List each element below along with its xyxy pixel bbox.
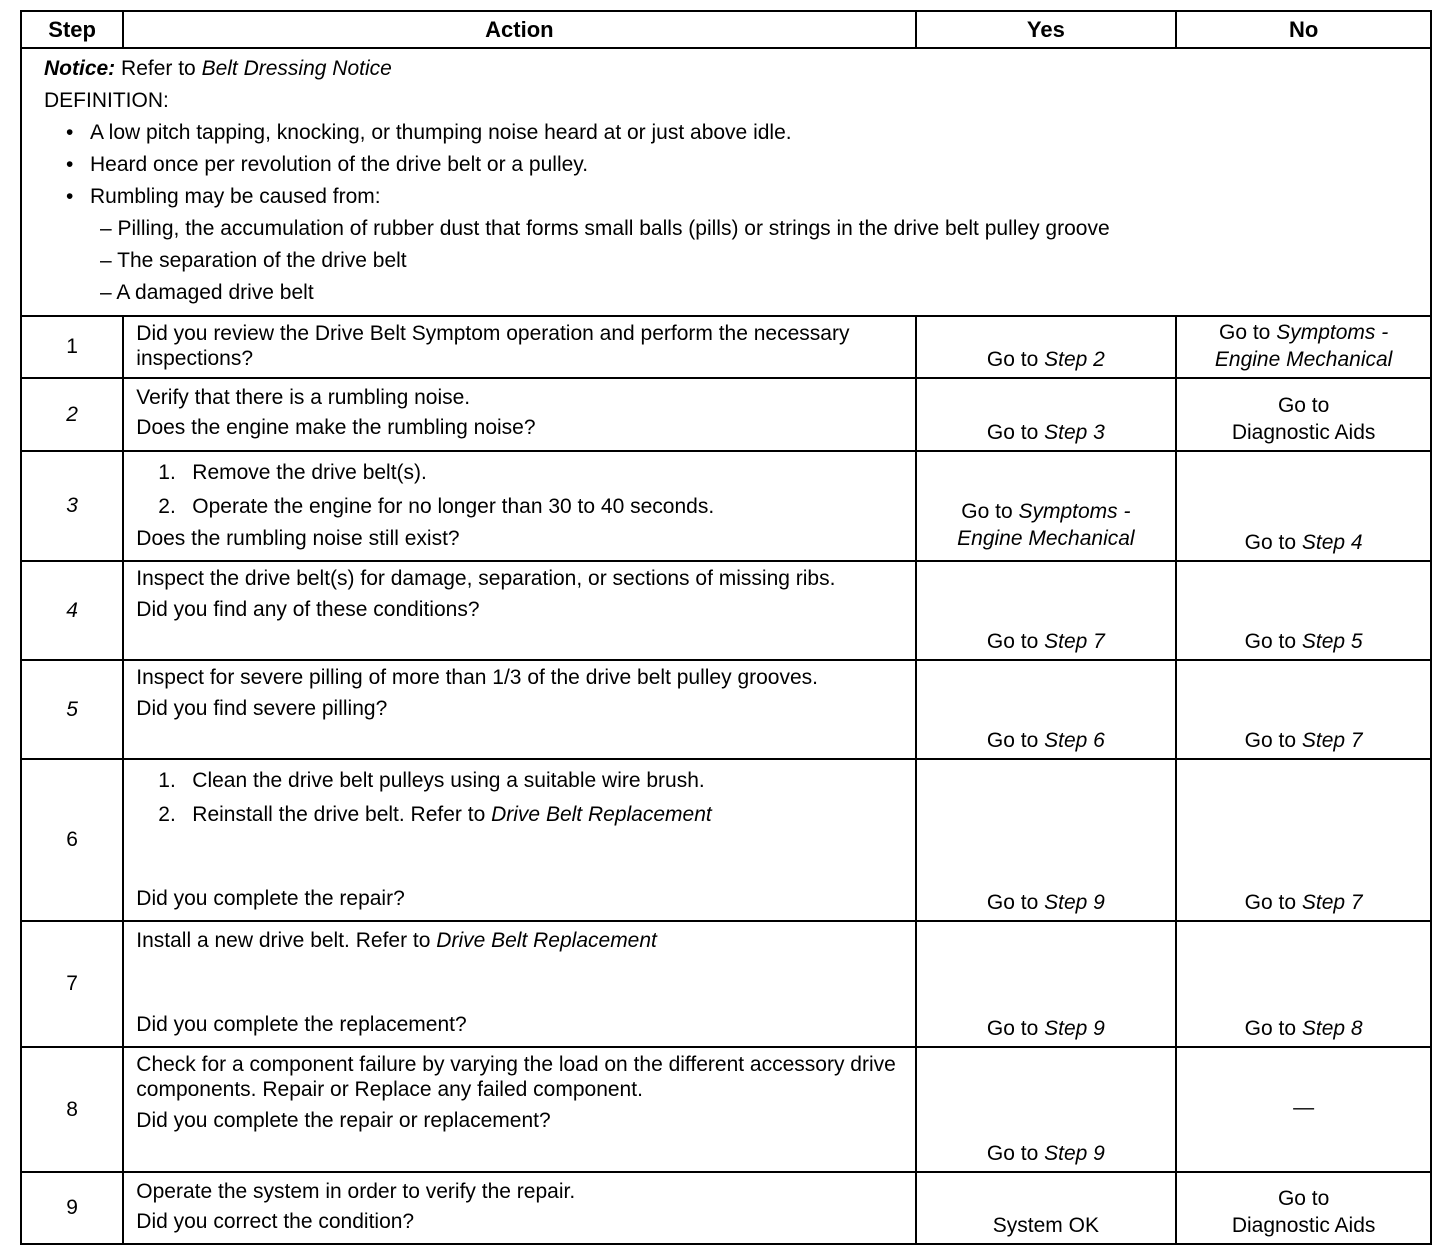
- step-number: 2: [21, 378, 123, 451]
- bullet-icon: •: [66, 153, 74, 176]
- step-row-2: [21, 378, 1431, 451]
- yes-cell: Go to Step 9: [916, 759, 1177, 921]
- header-yes: Yes: [916, 11, 1177, 48]
- step-number: 4: [21, 561, 123, 660]
- step-row-9: [21, 1172, 1431, 1244]
- definition-bullet: • Heard once per revolution of the drive belt or a pulley.: [44, 149, 1430, 181]
- yes-step-ref: Step 3: [1044, 421, 1105, 444]
- yes-step-ref: Step 7: [1044, 630, 1105, 653]
- step-number: 3: [21, 451, 123, 561]
- no-cell: Go to Step 5: [1176, 561, 1431, 660]
- bullet-icon: •: [66, 121, 74, 144]
- no-cell: Go to Step 7: [1176, 660, 1431, 759]
- no-step-ref: Step 8: [1301, 1017, 1363, 1040]
- no-step-ref: Step 7: [1301, 729, 1363, 752]
- no-cell: —: [1176, 1047, 1431, 1172]
- header-step: Step: [21, 11, 123, 48]
- no-cell: Go to Diagnostic Aids: [1176, 1172, 1431, 1244]
- step-row-8: [21, 1047, 1431, 1172]
- numbered-item: 1. Clean the drive belt pulleys using a suitable wire brush.: [158, 769, 705, 792]
- numbered-item: 2. Operate the engine for no longer than 30 to 40 seconds.: [158, 495, 715, 518]
- header-action: Action: [123, 11, 915, 48]
- action-cell: [123, 316, 915, 378]
- action-text: Inspect for severe pilling of more than 1/3 of the drive belt pulley grooves.: [136, 666, 818, 689]
- action-text: Inspect the drive belt(s) for damage, separation, or sections of missing ribs.: [136, 567, 836, 590]
- yes-cell: Go to Step 6: [916, 660, 1177, 759]
- yes-step-ref: Step 9: [1044, 1017, 1105, 1040]
- yes-step-ref: Step 9: [1044, 891, 1105, 914]
- numbered-item: 1. Remove the drive belt(s).: [158, 461, 427, 484]
- yes-step-ref: Step 9: [1044, 1142, 1105, 1165]
- yes-cell: Go to Step 3: [916, 378, 1177, 451]
- bullet-icon: •: [66, 185, 74, 208]
- step-row-3: [21, 451, 1431, 561]
- definition-sub-item: – Pilling, the accumulation of rubber dust that forms small balls (pills) or strings in the drive belt pulley groove: [100, 217, 1110, 240]
- definition-label: DEFINITION:: [44, 89, 169, 112]
- step-row-4: [21, 561, 1431, 660]
- step-number: 5: [21, 660, 123, 759]
- notice-text: Refer to: [121, 57, 196, 80]
- yes-ref-line1: Symptoms -: [1018, 500, 1131, 523]
- step-number: 7: [21, 921, 123, 1047]
- definition-bullet: • A low pitch tapping, knocking, or thumping noise heard at or just above idle.: [44, 117, 1430, 149]
- definition-sub-item: – A damaged drive belt: [100, 281, 314, 304]
- action-question: Did you complete the replacement?: [136, 1013, 467, 1036]
- action-question: Did you complete the repair or replacement?: [136, 1109, 551, 1132]
- step-row-1: [21, 316, 1431, 378]
- no-ref: Diagnostic Aids: [1231, 1214, 1376, 1237]
- no-step-ref: Step 7: [1301, 891, 1363, 914]
- no-cell: Go to Symptoms - Engine Mechanical: [1176, 316, 1431, 378]
- no-cell: Go to Diagnostic Aids: [1176, 378, 1431, 451]
- action-cell: [123, 660, 915, 759]
- action-question: Did you find any of these conditions?: [136, 598, 480, 621]
- action-text: Install a new drive belt. Refer to Drive Belt Replacement: [136, 929, 657, 952]
- ref-link: Drive Belt Replacement: [436, 929, 657, 952]
- header-row: [21, 11, 1431, 48]
- action-cell: [123, 1047, 915, 1172]
- diagnostic-table: [20, 10, 1432, 1245]
- action-question: Does the engine make the rumbling noise?: [136, 416, 536, 439]
- no-ref: Diagnostic Aids: [1231, 421, 1376, 444]
- action-question: Does the rumbling noise still exist?: [136, 527, 460, 550]
- step-row-6: [21, 759, 1431, 921]
- step-number: 1: [21, 316, 123, 378]
- definition-sub-item: – The separation of the drive belt: [100, 249, 407, 272]
- action-text: Operate the system in order to verify the repair.: [136, 1180, 576, 1203]
- yes-cell: Go to Step 7: [916, 561, 1177, 660]
- action-question: Did you correct the condition?: [136, 1210, 415, 1233]
- action-cell: [123, 561, 915, 660]
- no-step-ref: Step 4: [1301, 531, 1363, 554]
- action-cell: [123, 451, 915, 561]
- header-no: No: [1176, 11, 1431, 48]
- step-number: 8: [21, 1047, 123, 1172]
- no-cell: Go to Step 8: [1176, 921, 1431, 1047]
- notice-cell: [21, 48, 1431, 316]
- step-number: 9: [21, 1172, 123, 1244]
- notice-ref: Belt Dressing Notice: [201, 57, 392, 80]
- no-step-ref: Step 5: [1301, 630, 1363, 653]
- no-cell: Go to Step 4: [1176, 451, 1431, 561]
- definition-bullet: • Rumbling may be caused from:: [44, 181, 1430, 213]
- step-number: 6: [21, 759, 123, 921]
- no-ref-line1: Symptoms -: [1276, 321, 1389, 344]
- no-ref-line2: Engine Mechanical: [1214, 348, 1393, 371]
- step-row-7: [21, 921, 1431, 1047]
- action-question: Did you complete the repair?: [136, 887, 405, 910]
- notice-row: [21, 48, 1431, 316]
- action-question: Did you find severe pilling?: [136, 697, 388, 720]
- action-text: Verify that there is a rumbling noise.: [136, 386, 471, 409]
- yes-ref-line2: Engine Mechanical: [957, 527, 1135, 550]
- notice-label: Notice:: [44, 57, 116, 80]
- step-row-5: [21, 660, 1431, 759]
- action-text: Check for a component failure by varying the load on the different accessory drive components. Repair or Replace any failed component.: [136, 1053, 896, 1101]
- yes-cell: System OK: [916, 1172, 1177, 1244]
- yes-step-ref: Step 2: [1044, 348, 1105, 371]
- yes-cell: Go to Symptoms - Engine Mechanical: [916, 451, 1177, 561]
- yes-step-ref: Step 6: [1044, 729, 1105, 752]
- numbered-item: 2. Reinstall the drive belt. Refer to Drive Belt Replacement: [158, 803, 712, 826]
- no-cell: Go to Step 7: [1176, 759, 1431, 921]
- action-cell: [123, 921, 915, 1047]
- ref-link: Drive Belt Replacement: [491, 803, 712, 826]
- action-text: Did you review the Drive Belt Symptom operation and perform the necessary inspections?: [136, 322, 850, 370]
- action-cell: [123, 759, 915, 921]
- yes-cell: Go to Step 9: [916, 1047, 1177, 1172]
- action-cell: [123, 378, 915, 451]
- yes-cell: Go to Step 2: [916, 316, 1177, 378]
- action-cell: [123, 1172, 915, 1244]
- yes-cell: Go to Step 9: [916, 921, 1177, 1047]
